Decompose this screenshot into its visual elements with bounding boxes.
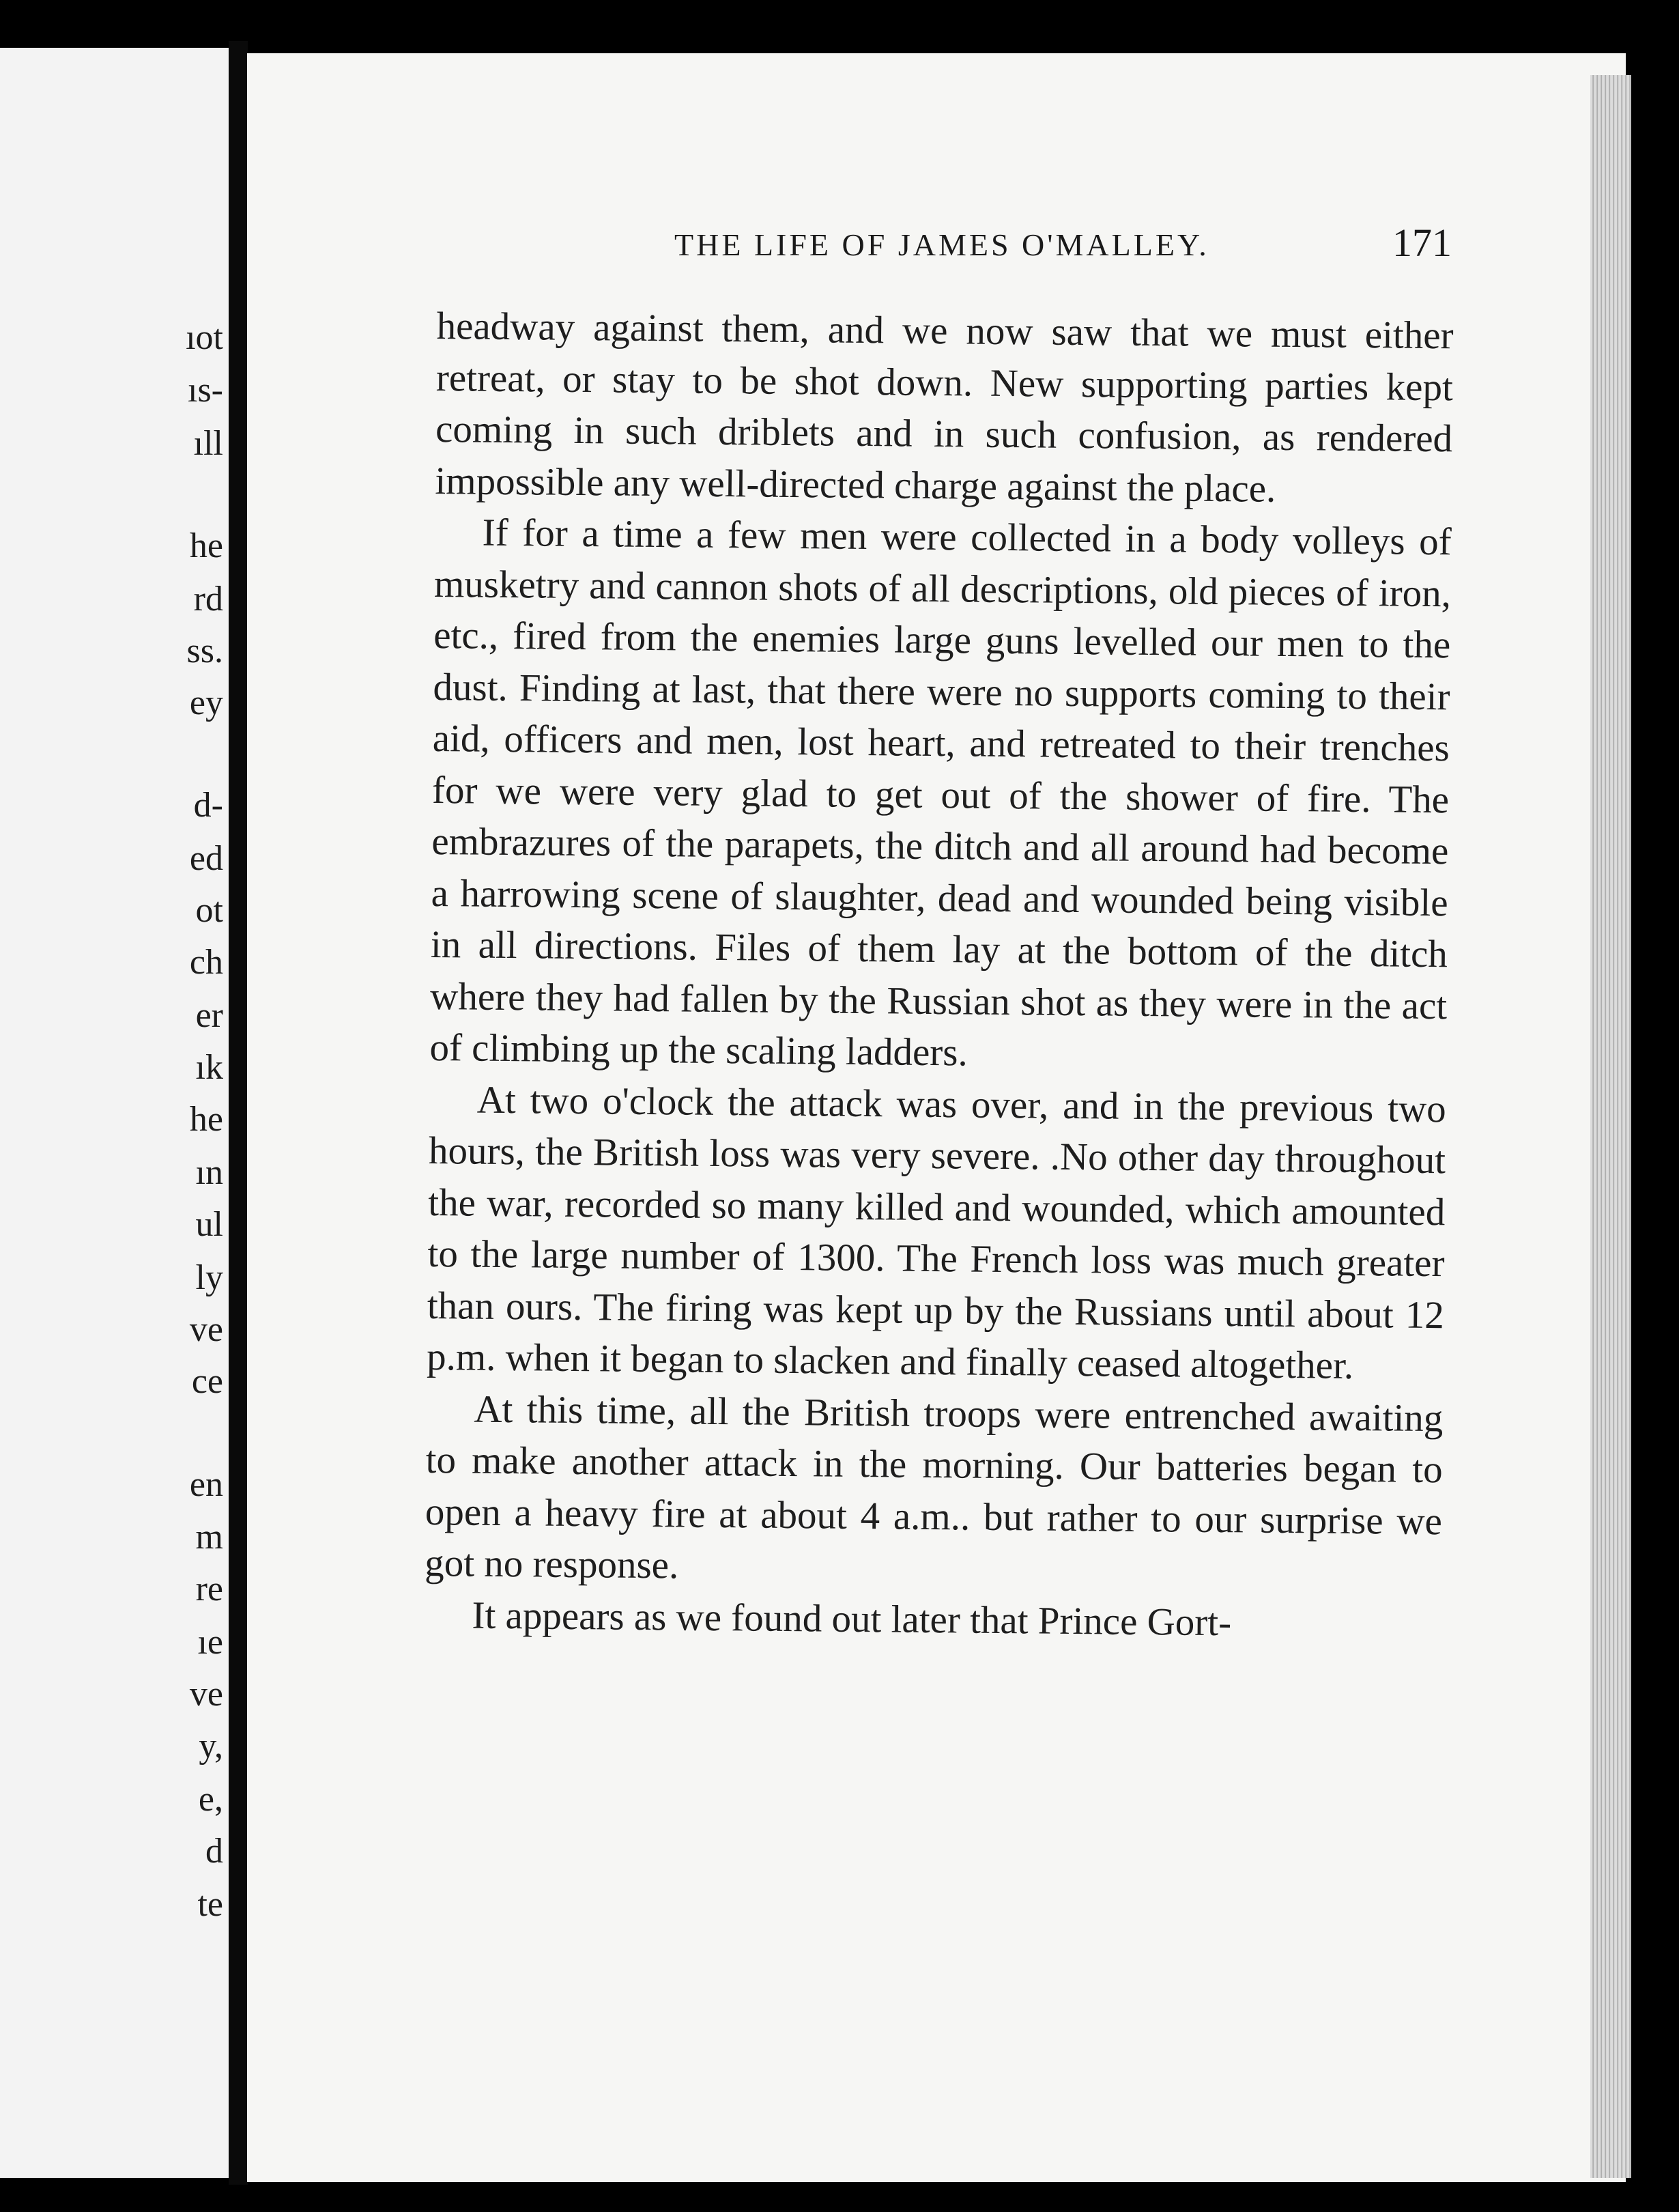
paragraph: At this time, all the British troops were entrenched awaiting to make another attack in the morning. Our batteries began to open a heavy fire at about 4 a.m.. but rather to our surprise we got no response. xyxy=(424,1387,1444,1587)
facing-page-line: rd xyxy=(193,580,223,619)
facing-page-line: te xyxy=(197,1885,223,1924)
facing-page-line: ot xyxy=(195,891,223,930)
facing-page-line: en xyxy=(189,1465,223,1504)
facing-page-line: ly xyxy=(195,1258,223,1297)
facing-page-line: ed xyxy=(189,839,223,878)
facing-page-line: he xyxy=(189,526,223,565)
facing-page-line: e, xyxy=(198,1780,223,1819)
facing-page-line: er xyxy=(195,996,223,1035)
paragraph: It appears as we found out later that Prince Gort- xyxy=(472,1593,1232,1644)
paragraph: At two o'clock the attack was over, and in the previous two hours, the British loss was very severe. .No other day throughout the war, recorded so many killed and wounded, which amounted to the large number of 1300. The French loss was much greater than ours. The firing was kept up by the Russians until about 12 p.m. when it began to slacken and finally ceased altogether. xyxy=(426,1078,1447,1387)
facing-page-line: ıot xyxy=(186,318,223,357)
page-number: 171 xyxy=(1392,221,1452,265)
facing-page-line: ıs- xyxy=(188,371,223,410)
facing-page-line: ve xyxy=(189,1310,223,1349)
paragraph: If for a time a few men were collected in a body volleys of musketry and cannon shots of all descriptions, old pieces of iron, etc., fired from the enemies large guns levelled our men to the dust. Finding at last, that there were no supports coming to their aid, officers and men, lost heart, and retreated to their trenches for we were very glad to get out of the shower of fire. The embrazures of the parapets, the ditch and all around had become a harrowing scene of slaughter, dead and wounded being visible in all directions. Files of them lay at the bottom of the ditch where they had fallen by the Russian shot as they were in the act of climbing up the scaling ladders. xyxy=(429,511,1452,1075)
facing-page-fragment xyxy=(0,48,229,2178)
facing-page-line: he xyxy=(189,1100,223,1139)
facing-page-line: y, xyxy=(199,1727,223,1766)
facing-page-line: ve xyxy=(189,1675,223,1714)
facing-page-line: ın xyxy=(195,1153,223,1192)
facing-page-line: ul xyxy=(195,1205,223,1244)
facing-page-line: ıe xyxy=(197,1623,223,1662)
facing-page-line: ey xyxy=(189,683,223,722)
facing-page-line: d xyxy=(205,1832,223,1871)
facing-page-line: ss. xyxy=(186,632,223,670)
running-head: THE LIFE OF JAMES O'MALLEY. xyxy=(674,227,1209,262)
facing-page-line: re xyxy=(195,1570,223,1608)
facing-page-line: ık xyxy=(195,1048,223,1087)
paragraph: headway against them, and we now saw that we must either retreat, or stay to be shot down. New supporting parties kept coming in such driblets and in such confusion, as rendered impossible any well-directed charge against the place. xyxy=(435,304,1454,511)
facing-page-line: d- xyxy=(193,786,223,825)
facing-page-line: ıll xyxy=(193,424,223,463)
facing-page-line: ce xyxy=(191,1362,223,1401)
facing-page-line: m xyxy=(195,1518,223,1557)
book-gutter xyxy=(229,41,248,2185)
page-edges xyxy=(1590,75,1631,2178)
body-text xyxy=(424,300,1454,1650)
facing-page-line: ch xyxy=(189,943,223,982)
